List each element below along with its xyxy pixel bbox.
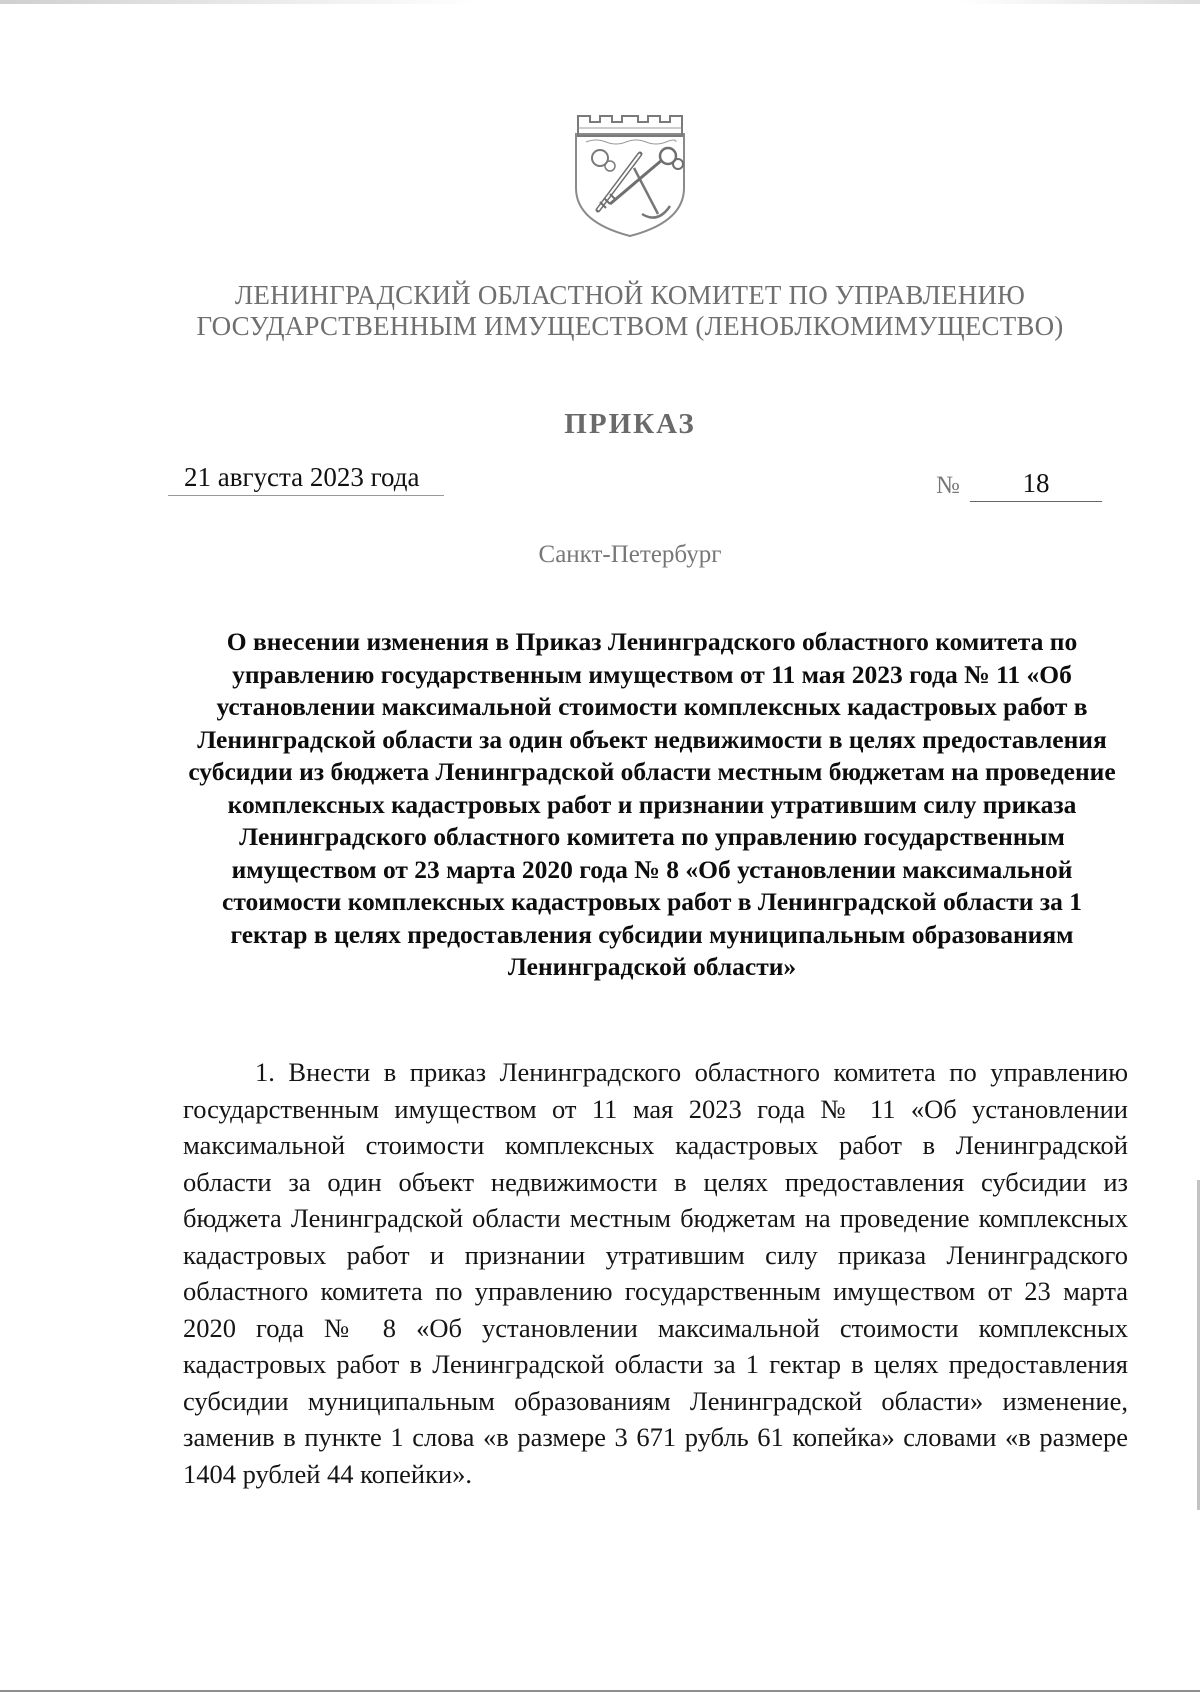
document-date: 21 августа 2023 года bbox=[168, 462, 444, 496]
document-type: ПРИКАЗ bbox=[564, 408, 696, 440]
order-title: О внесении изменения в Приказ Ленинградского областного комитета по управлению государственным имуществом от 11 мая 2023 года № 11 «Об установлении максимальной стоимости комплексных кадастровых работ в Ленинградской области за один объект недвижимости в целях предоставления субсидии из бюджета Ленинградской области местным бюджетам на проведение комплексных кадастровых работ и признании утратившим силу приказа Ленинградского областного комитета по управлению государственным имуществом от 23 марта 2020 года № 8 «Об установлении максимальной стоимости комплексных кадастровых работ в Ленинградской области за 1 гектар в целях предоставления субсидии муниципальным образованиям Ленинградской области» bbox=[188, 627, 1116, 981]
document-number: 18 bbox=[970, 468, 1102, 502]
city: Санкт-Петербург bbox=[538, 541, 722, 568]
scan-edge-bottom bbox=[0, 1690, 1200, 1692]
scan-edge-top bbox=[0, 0, 1200, 4]
document-number-label: № bbox=[936, 472, 960, 499]
coat-of-arms-icon bbox=[570, 110, 690, 242]
body-text bbox=[183, 1054, 1128, 1492]
paragraph-1: 1. Внести в приказ Ленинградского областного комитета по управлению государственным имуществом от 11 мая 2023 года № 11 «Об установлении максимальной стоимости комплексных кадастровых работ в Ленинградской области за один объект недвижимости в целях предоставления субсидии из бюджета Ленинградской области местным бюджетам на проведение комплексных кадастровых работ и признании утратившим силу приказа Ленинградского областного комитета по управлению государственным имуществом от 23 марта 2020 года № 8 «Об установлении максимальной стоимости комплексных кадастровых работ в Ленинградской области за 1 гектар в целях предоставления субсидии муниципальным образованиям Ленинградской области» изменение, заменив в пункте 1 слова «в размере 3 671 рубль 61 копейка» словами «в размере 1404 рублей 44 копейки». bbox=[183, 1057, 1128, 1489]
organization-name: ЛЕНИНГРАДСКИЙ ОБЛАСТНОЙ КОМИТЕТ ПО УПРАВЛЕНИЮ ГОСУДАРСТВЕННЫМ ИМУЩЕСТВОМ (ЛЕНОБЛКОМИМУЩЕСТВО) bbox=[196, 280, 1064, 341]
